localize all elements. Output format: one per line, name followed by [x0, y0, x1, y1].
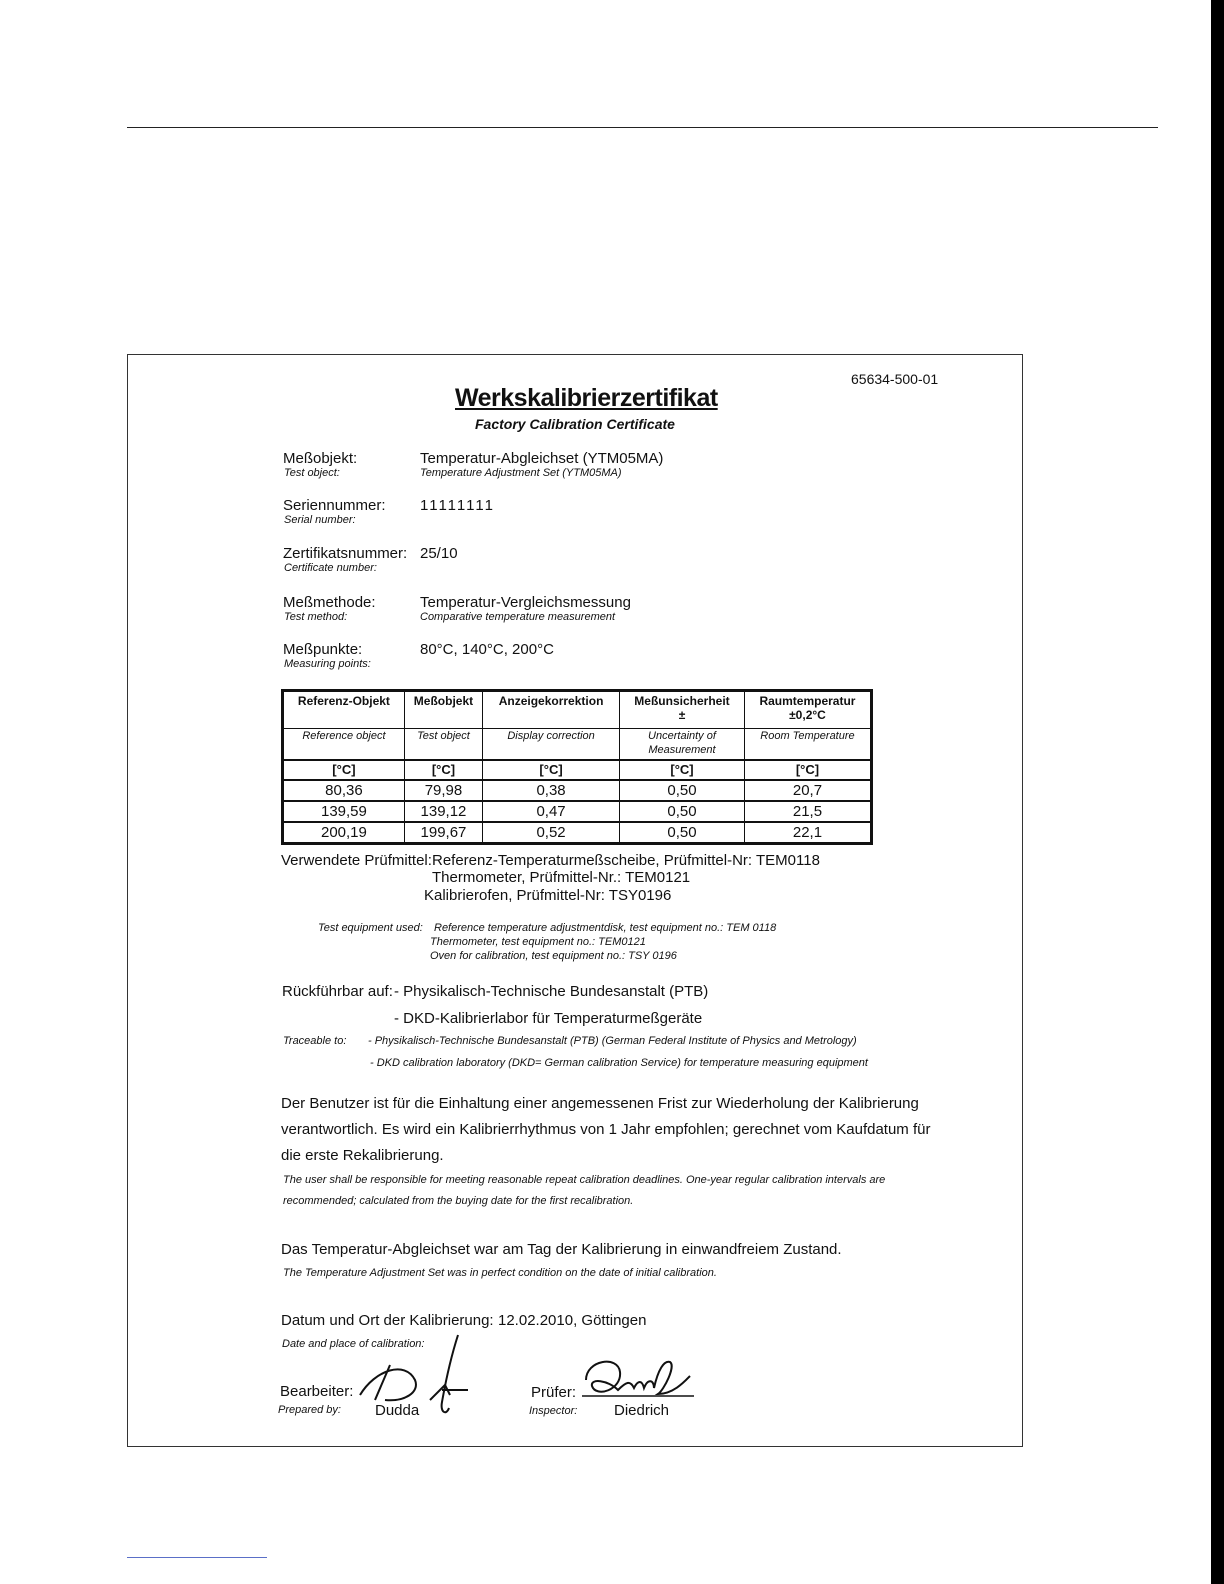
equipment-item-en: Oven for calibration, test equipment no.: TSY 0196: [430, 950, 677, 962]
field-label: Meßmethode:: [283, 594, 376, 611]
field-label-en: Serial number:: [284, 514, 356, 526]
table-header-en-cell: Test object: [404, 729, 482, 761]
table-header-cell: Anzeigekorrektion: [483, 691, 620, 729]
table-header-cell: Meßobjekt: [404, 691, 482, 729]
table-row: [283, 801, 872, 822]
unit-cell: [°C]: [620, 760, 745, 780]
footnote-rule: [127, 1557, 267, 1558]
page-edge-bar: [1211, 0, 1224, 1584]
equipment-label: Verwendete Prüfmittel:: [281, 852, 432, 869]
traceable-item-en: - DKD calibration laboratory (DKD= German calibration Service) for temperature measuring equipment: [370, 1057, 868, 1069]
table-cell: 0,50: [620, 780, 745, 801]
user-note-en-line: The user shall be responsible for meeting reasonable repeat calibration deadlines. One-year regular calibration intervals are: [283, 1174, 886, 1186]
unit-cell: [°C]: [404, 760, 482, 780]
table-cell: 21,5: [744, 801, 871, 822]
unit-cell: [°C]: [744, 760, 871, 780]
user-note-line: Der Benutzer ist für die Einhaltung einer angemessenen Frist zur Wiederholung der Kalibrierung: [281, 1095, 919, 1112]
field-value: 11111111: [420, 497, 495, 514]
field-value: Temperatur-Abgleichset (YTM05MA): [420, 450, 664, 467]
table-cell: 0,50: [620, 822, 745, 844]
inspector-label: Prüfer:: [531, 1384, 577, 1401]
field-label-en: Certificate number:: [284, 562, 377, 574]
field-value-en: Temperature Adjustment Set (YTM05MA): [420, 467, 622, 479]
unit-cell: [°C]: [283, 760, 405, 780]
inspector-name: Diedrich: [614, 1402, 670, 1419]
table-header-en-cell: Uncertainty of Measurement: [620, 729, 745, 761]
certificate-title: Werkskalibrierzertifikat: [455, 384, 718, 412]
user-note-en-line: recommended; calculated from the buying date for the first recalibration.: [283, 1195, 634, 1207]
field-label: Meßpunkte:: [283, 641, 363, 658]
table-cell: 200,19: [283, 822, 405, 844]
equipment-item-en: Reference temperature adjustmentdisk, test equipment no.: TEM 0118: [434, 922, 777, 934]
table-header-row: [283, 691, 872, 729]
traceable-item-en: - Physikalisch-Technische Bundesanstalt (PTB) (German Federal Institute of Physics and Metrology): [368, 1035, 857, 1047]
table-row: [283, 822, 872, 844]
document-number: 65634-500-01: [851, 371, 939, 387]
table-cell: 20,7: [744, 780, 871, 801]
condition-statement: Das Temperatur-Abgleichset war am Tag der Kalibrierung in einwandfreiem Zustand.: [281, 1241, 842, 1258]
traceable-item: - Physikalisch-Technische Bundesanstalt (PTB): [394, 983, 709, 1000]
field-label-en: Test object:: [284, 467, 340, 479]
table-cell: 22,1: [744, 822, 871, 844]
table-cell: 79,98: [404, 780, 482, 801]
table-cell: 0,47: [483, 801, 620, 822]
field-value: 25/10: [420, 545, 458, 562]
prepared-by-signature: [350, 1330, 480, 1420]
table-cell: 139,12: [404, 801, 482, 822]
table-header-cell: Meßunsicherheit ±: [620, 691, 745, 729]
table-cell: 0,52: [483, 822, 620, 844]
field-label-en: Measuring points:: [284, 658, 371, 670]
table-cell: 199,67: [404, 822, 482, 844]
date-place-value: 12.02.2010, Göttingen: [498, 1312, 647, 1329]
field-label: Seriennummer:: [283, 497, 386, 514]
calibration-table: [281, 689, 873, 845]
table-units-row: [283, 760, 872, 780]
field-label: Zertifikatsnummer:: [283, 545, 408, 562]
equipment-item-en: Thermometer, test equipment no.: TEM0121: [430, 936, 646, 948]
date-place-label-en: Date and place of calibration:: [282, 1338, 425, 1350]
certificate-subtitle: Factory Calibration Certificate: [475, 416, 675, 432]
field-value: Temperatur-Vergleichsmessung: [420, 594, 631, 611]
user-note-line: verantwortlich. Es wird ein Kalibrierrhythmus von 1 Jahr empfohlen; gerechnet vom Kaufdatum für: [281, 1121, 931, 1138]
table-cell: 0,50: [620, 801, 745, 822]
top-rule: [127, 127, 1158, 128]
table-header-en-cell: Reference object: [283, 729, 405, 761]
user-note-line: die erste Rekalibrierung.: [281, 1147, 444, 1164]
condition-statement-en: The Temperature Adjustment Set was in perfect condition on the date of initial calibration.: [283, 1267, 717, 1279]
table-header-en-cell: Room Temperature: [744, 729, 871, 761]
table-header-cell: Raumtemperatur ±0,2°C: [744, 691, 871, 729]
field-label-en: Test method:: [284, 611, 348, 623]
table-cell: 0,38: [483, 780, 620, 801]
table-cell: 80,36: [283, 780, 405, 801]
field-label: Meßobjekt:: [283, 450, 358, 467]
traceable-label: Rückführbar auf:: [282, 983, 393, 1000]
equipment-label-en: Test equipment used:: [318, 922, 423, 934]
field-value: 80°C, 140°C, 200°C: [420, 641, 554, 658]
table-row: [283, 780, 872, 801]
equipment-item: Kalibrierofen, Prüfmittel-Nr: TSY0196: [424, 887, 672, 904]
equipment-item: Referenz-Temperaturmeßscheibe, Prüfmittel-Nr: TEM0118: [432, 852, 820, 869]
table-header-en-row: [283, 729, 872, 761]
date-place-label: Datum und Ort der Kalibrierung:: [281, 1312, 494, 1329]
table-cell: 139,59: [283, 801, 405, 822]
inspector-signature: [578, 1350, 698, 1406]
traceable-item: - DKD-Kalibrierlabor für Temperaturmeßgeräte: [394, 1010, 703, 1027]
equipment-item: Thermometer, Prüfmittel-Nr.: TEM0121: [432, 869, 691, 886]
table-header-en-cell: Display correction: [483, 729, 620, 761]
traceable-label-en: Traceable to:: [283, 1035, 347, 1047]
prepared-by-label: Bearbeiter:: [280, 1383, 354, 1400]
unit-cell: [°C]: [483, 760, 620, 780]
inspector-label-en: Inspector:: [529, 1405, 578, 1417]
table-header-cell: Referenz-Objekt: [283, 691, 405, 729]
prepared-by-name: Dudda: [375, 1402, 420, 1419]
field-value-en: Comparative temperature measurement: [420, 611, 616, 623]
prepared-by-label-en: Prepared by:: [278, 1404, 341, 1416]
